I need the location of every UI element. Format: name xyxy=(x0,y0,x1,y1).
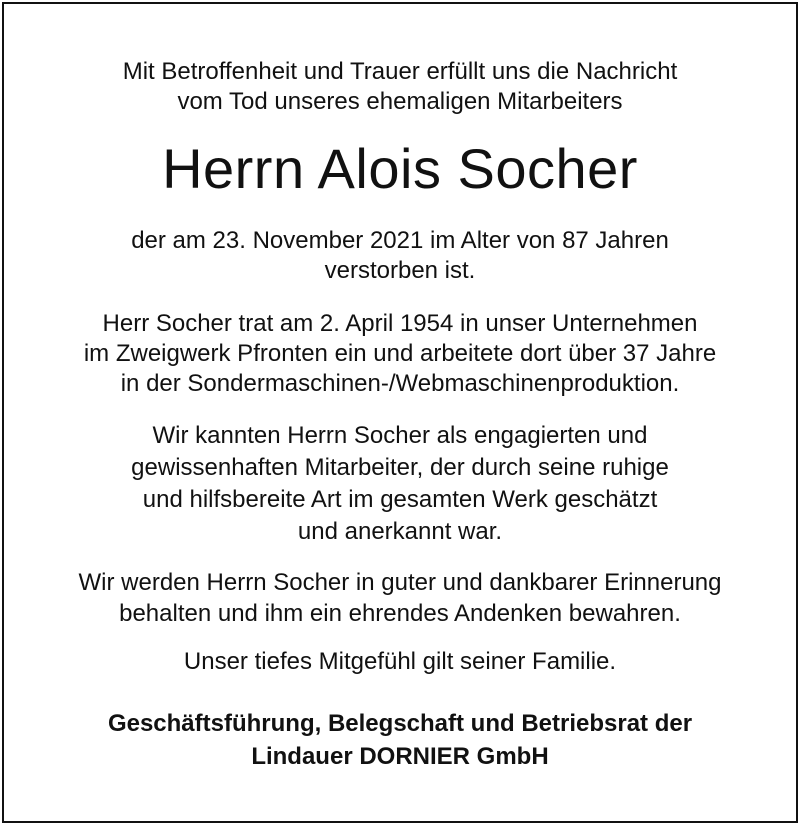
death-notice-line-2: verstorben ist. xyxy=(324,257,476,284)
condolence-line: Unser tiefes Mitgefühl gilt seiner Familie. xyxy=(183,648,617,675)
remembrance-line-2: behalten und ihm ein ehrendes Andenken bewahren. xyxy=(119,600,681,627)
career-line-3: in der Sondermaschinen-/Webmaschinenproduktion. xyxy=(120,370,680,397)
career-line-1: Herr Socher trat am 2. April 1954 in unser Unternehmen xyxy=(102,310,698,337)
deceased-name: Herrn Alois Socher xyxy=(162,137,638,200)
death-notice-line-1: der am 23. November 2021 im Alter von 87 Jahren xyxy=(131,227,669,254)
signature-line-2: Lindauer DORNIER GmbH xyxy=(251,743,549,770)
tribute-line-1: Wir kannten Herrn Socher als engagierten und xyxy=(152,422,648,449)
intro-line-1: Mit Betroffenheit und Trauer erfüllt uns die Nachricht xyxy=(122,58,678,85)
career-line-2: im Zweigwerk Pfronten ein und arbeitete dort über 37 Jahre xyxy=(83,340,717,367)
tribute-line-2: gewissenhaften Mitarbeiter, der durch seine ruhige xyxy=(131,454,669,481)
tribute-line-4: und anerkannt war. xyxy=(297,518,503,545)
tribute-line-3: und hilfsbereite Art im gesamten Werk geschätzt xyxy=(142,486,658,513)
notice-border xyxy=(2,2,798,823)
remembrance-line-1: Wir werden Herrn Socher in guter und dankbarer Erinnerung xyxy=(78,569,722,596)
signature-line-1: Geschäftsführung, Belegschaft und Betriebsrat der xyxy=(107,710,693,737)
intro-line-2: vom Tod unseres ehemaligen Mitarbeiters xyxy=(177,88,623,115)
